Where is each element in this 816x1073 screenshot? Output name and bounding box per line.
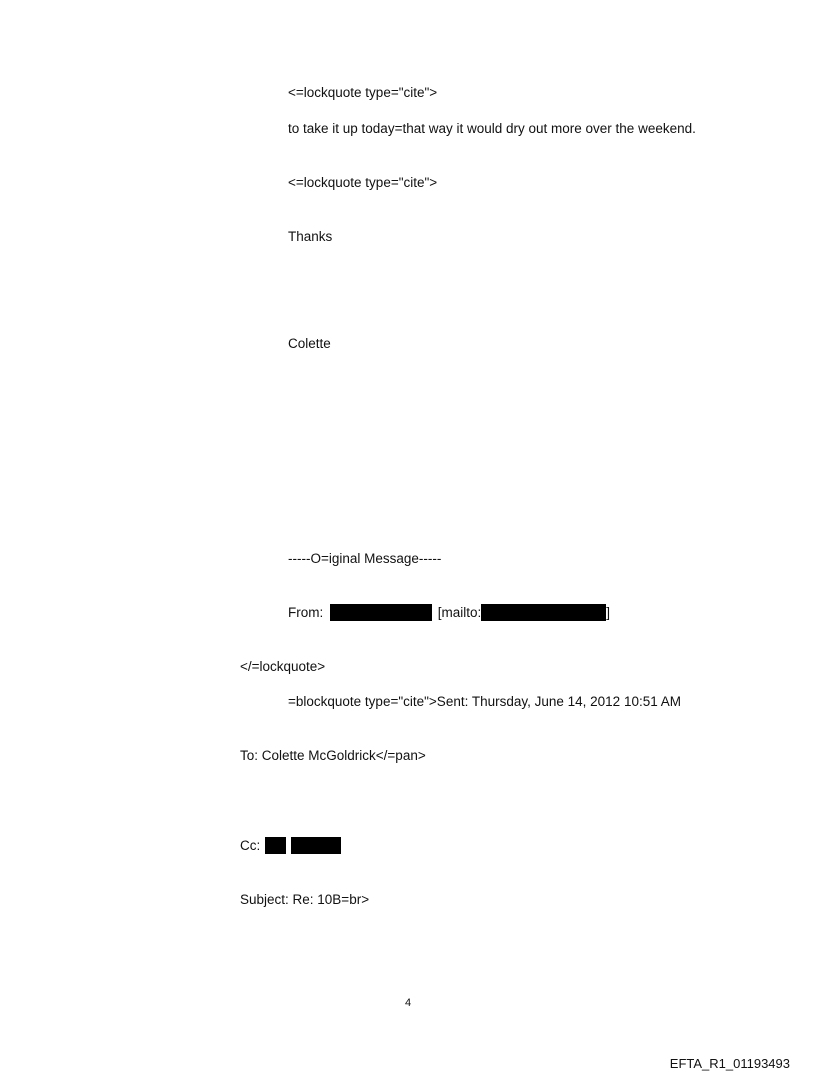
sent-line: =blockquote type="cite">Sent: Thursday, June 14, 2012 10:51 AM	[288, 694, 681, 709]
from-line	[288, 604, 610, 622]
body-text-line: to take it up today=that way it would dry out more over the weekend.	[288, 121, 696, 136]
blockquote-tag-line: <=lockquote type="cite">	[288, 85, 438, 100]
from-label: From:	[288, 605, 324, 620]
blockquote-close-tag: </=lockquote>	[240, 659, 326, 674]
subject-line: Subject: Re: 10B=br>	[240, 892, 370, 907]
cc-line	[240, 837, 341, 855]
mailto-label: [mailto:	[437, 605, 482, 620]
signature-name: Colette	[288, 336, 331, 351]
mailto-close: ]	[606, 605, 611, 620]
document-id: EFTA_R1_01193493	[669, 1056, 790, 1071]
cc-label: Cc:	[240, 838, 261, 853]
redaction-box	[265, 837, 286, 854]
original-message-header: -----O=iginal Message-----	[288, 551, 442, 566]
blockquote-tag-line: <=lockquote type="cite">	[288, 175, 438, 190]
redaction-box	[291, 837, 341, 854]
page-number: 4	[404, 997, 412, 1009]
redaction-box	[481, 604, 606, 621]
redaction-box	[330, 604, 432, 621]
to-line: To: Colette McGoldrick</=pan>	[240, 748, 426, 763]
thanks-line: Thanks	[288, 229, 333, 244]
